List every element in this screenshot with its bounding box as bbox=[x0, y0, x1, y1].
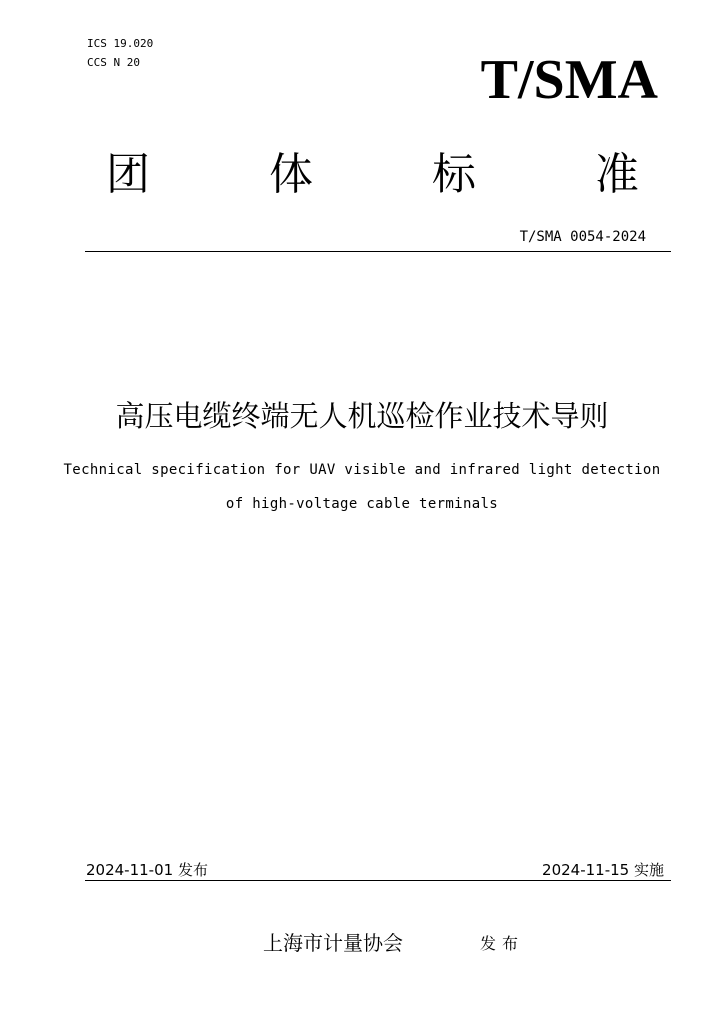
document-title-en-line1: Technical specification for UAV visible and infrared light detection bbox=[63, 462, 661, 478]
publisher-name: 上海市计量协会 bbox=[263, 931, 403, 955]
standard-type-char: 体 bbox=[269, 149, 313, 200]
ics-code: ICS 19.020 bbox=[87, 37, 154, 50]
standard-type-char: 标 bbox=[432, 149, 476, 200]
ccs-code: CCS N 20 bbox=[87, 56, 140, 69]
issue-date: 2024-11-01 发布 bbox=[86, 861, 208, 879]
standard-type-char: 准 bbox=[595, 149, 639, 200]
document-title-en-line2: of high-voltage cable terminals bbox=[225, 496, 499, 512]
top-divider bbox=[85, 251, 671, 252]
standard-type-heading bbox=[100, 147, 645, 203]
standard-type-char: 团 bbox=[106, 149, 150, 200]
publish-label: 发布 bbox=[480, 934, 525, 953]
bottom-divider bbox=[85, 880, 671, 881]
document-title-zh: 高压电缆终端无人机巡检作业技术导则 bbox=[115, 399, 609, 433]
standard-number: T/SMA 0054-2024 bbox=[519, 229, 646, 245]
implementation-date: 2024-11-15 实施 bbox=[542, 861, 664, 879]
tsma-logo: T/SMA bbox=[480, 49, 658, 111]
